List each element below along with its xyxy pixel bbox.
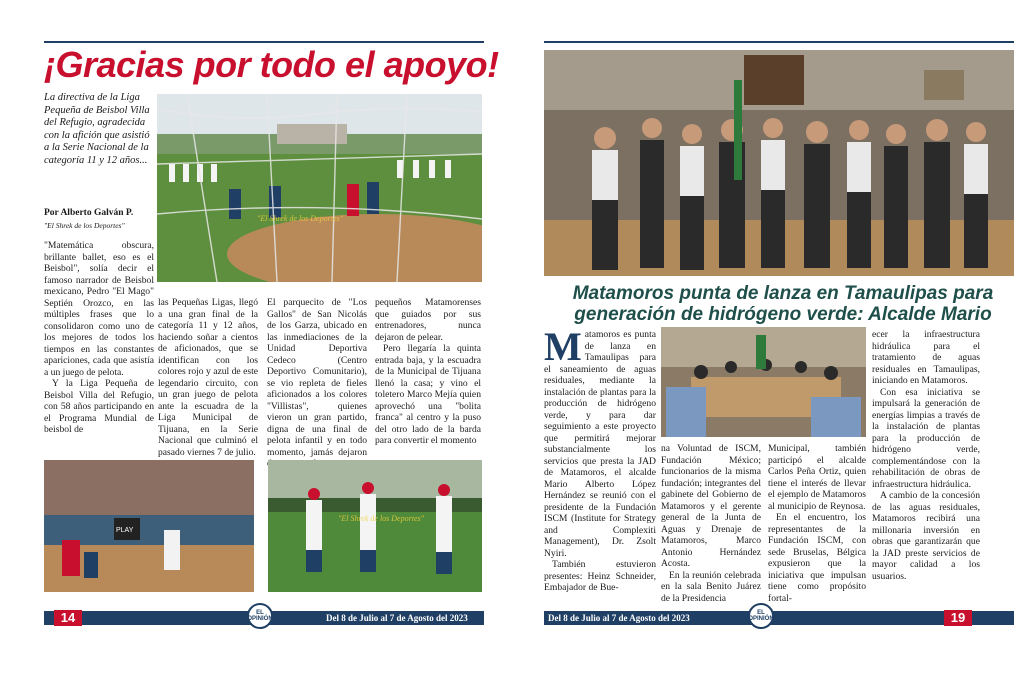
article-column-2 [661,443,761,604]
top-rule [44,41,484,43]
article-column-3 [267,297,367,470]
players-illustration [268,460,482,592]
paragraph: Con esa iniciativa se impulsará la generación de energías limpias a través de la instalación de plantas para la producción de hidrógeno verde, complementándose con la rehabilitación de obras de infraestructura hidráulica. [872,386,980,490]
article-column-2 [158,297,258,458]
byline: Por Alberto Galván P. [44,208,134,218]
article-deck: La directiva de la Liga Pequeña de Beisbol Villa del Refugio, agradecida con la afición que asistió a la Serie Nacional de la categoría 11 y 12 años... [44,92,150,166]
article-column-3 [768,443,866,604]
field-illustration [157,94,482,282]
newspaper-logo-icon: EL OPINIÓN [247,603,273,629]
paragraph: atamoros es punta de lanza en Tamaulipas para el saneamiento de aguas residuales, mediante la instalación de plantas para la producción de hidrógeno verde, y para dar seguimiento a este proyecto que permitirá mejorar substancialmente los servicios que presta la JAD de Matamoros, el alcalde Mario Alberto López Hernández se reunió con el presidente de la Fundación ISCM (Institute for Strategy and Complexiti Management), Dr. Zsolt Nyiri. [544,329,656,559]
paragraph: "Matemática obscura, brillante ballet, eso es el Beisbol", solía decir el famoso narrador de Beisbol mexicano, Pedro "El Mago" Septién Orozco, en las múltiples frases que lo consolidaron como uno de los mejores de todos los tiempos en las constantes apariciones, cada que asistía a un juego de pelota. [44,240,154,378]
paragraph: En el encuentro, los representantes de la Fundación ISCM, con sede Bruselas, Bélgica expusieron que la iniciativa que impulsan tiene como propósito fortal- [768,512,866,604]
group-photo-officials [544,50,1014,276]
article-column-4 [872,329,980,582]
top-rule [544,41,1014,43]
group-illustration [544,50,1014,276]
page-number: 19 [944,610,972,626]
paragraph: Y la Liga Pequeña de Beisbol Villa del Refugio, con 58 años participando en el Programa Mundial de beisbol de [44,378,154,435]
article-headline: Matamoros punta de lanza en Tamaulipas para generación de hidrógeno verde: Alcalde Mario [572,283,994,325]
paragraph: Municipal, también participó el alcalde Carlos Peña Ortiz, quien tiene el interés de llevar el ejemplo de Matamoros al municipio de Reynosa. [768,443,866,512]
sign-label: PLAY [116,527,134,534]
footer-date: Del 8 de Julio al 7 de Agosto del 2023 [548,613,690,623]
paragraph: Pero llegaría la quinta entrada baja, y la escuadra de la Municipal de Tijuana llenó la casa; y vino el toletero Marco Mejía quien aprovechó una "bolita franca" al centro y la puso del otro lado de la barda para convertir el momento [375,343,481,446]
right-page [512,0,1024,682]
batter-illustration [44,460,254,592]
article-column-4 [375,297,481,447]
article-column-1 [544,324,656,594]
photo-watermark: "El Shrek de los Deportes" [257,214,343,223]
paragraph: las Pequeñas Ligas, llegó a una gran final de la categoría 11 y 12 años, haciendo soñar a cientos de aficionados, que se identifican con los colores rojo y azul de este legendario circuito, con un gran juego de pelota ante la escuadra de la Liga Municipal de Tijuana, en la Serie Nacional que culminó el pasado viernes 7 de julio. [158,297,258,458]
photo-watermark: "El Shrek de los Deportes" [338,514,424,523]
hero-photo-baseball-field [157,94,482,282]
photo-players-celebrating [268,460,482,592]
page-headline: ¡Gracias por todo el apoyo! [44,44,499,85]
paragraph: na Voluntad de ISCM, Fundación México; funcionarios de la misma fundación; integrantes del gabinete del Gobierno de Matamoros y el gerente general de la Junta de Aguas y Drenaje de Matamoros, Marco Antonio Hernández Acosta. [661,443,761,569]
meeting-room-photo [661,327,866,437]
paragraph: En la reunión celebrada en la sala Benito Juárez de la Presidencia [661,569,761,604]
meeting-illustration [661,327,866,437]
page-number: 14 [54,610,82,626]
article-column-1 [44,240,154,436]
byline-nickname: "El Shrek de los Deportes" [44,221,125,230]
paragraph: También estuvieron presentes: Heinz Schneider, Embajador de Bue- [544,559,656,593]
photo-batter-at-plate [44,460,254,592]
paragraph: pequeños Matamorenses que guiados por sus entrenadores, nunca dejaron de pelear. [375,297,481,343]
paragraph: A cambio de la concesión de las aguas residuales, Matamoros recibirá una millonaria inversión en obras que garantizarán que la JAD preste servicios de mayor calidad a los usuarios. [872,490,980,582]
paragraph: ecer la infraestructura hidráulica para el tratamiento de aguas residuales en Tamaulipas, iniciando en Matamoros. [872,329,980,386]
newspaper-logo-icon: EL OPINIÓN [748,603,774,629]
footer-date: Del 8 de Julio al 7 de Agosto del 2023 [326,613,468,623]
drop-cap: M [544,324,582,369]
paragraph: El parquecito de "Los Gallos" de San Nicolás de los Garza, ubicado en las inmediaciones de la Unidad Deportiva Cedeco (Centro Deportivo Comunitario), se vio repleta de fieles aficionados a los colores "Villistas", quienes vieron un gran partido, digna de una final de pelota infantil y en todo momento, jamás dejaron [267,297,367,458]
